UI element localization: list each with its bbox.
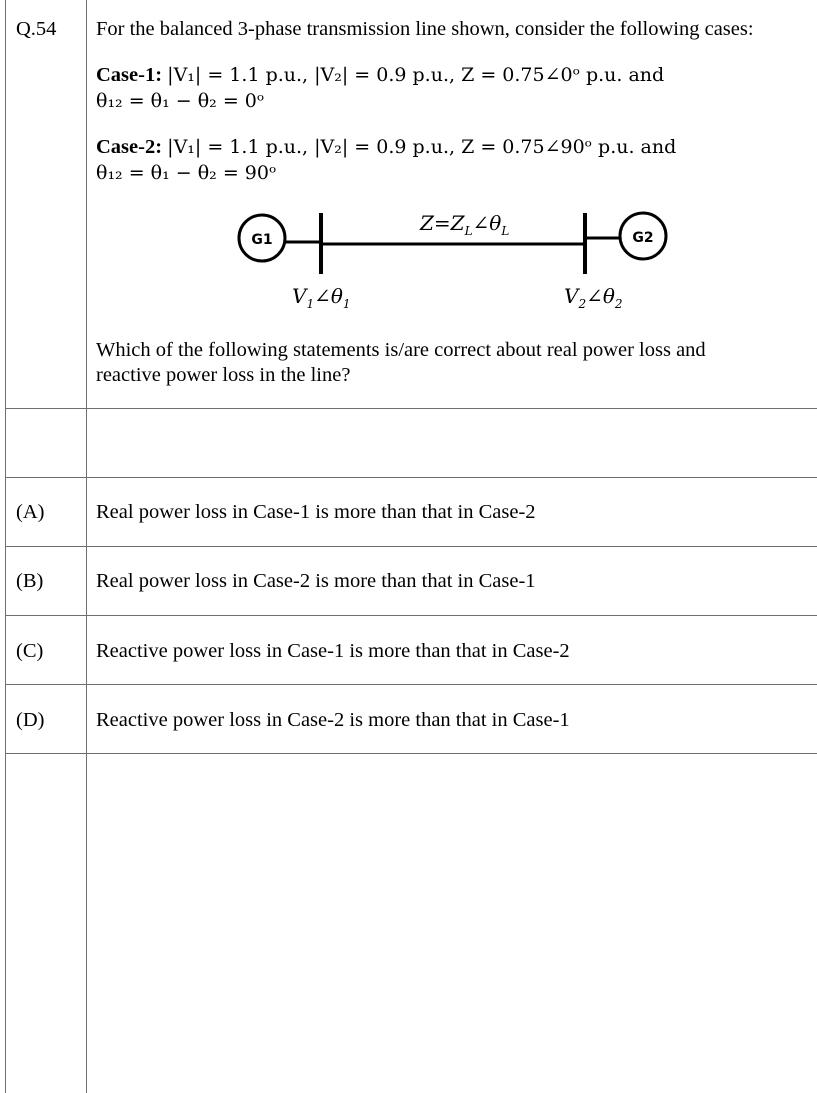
- bus-2-voltage-label: $V_2\angle\theta_2$: [564, 284, 623, 311]
- row-divider: [5, 546, 817, 547]
- impedance-label: $Z=Z_L\angle\theta_L$: [420, 211, 510, 238]
- row-divider: [5, 615, 817, 616]
- option-label: (B): [16, 570, 44, 592]
- row-divider: [5, 684, 817, 685]
- row-divider: [5, 408, 817, 409]
- option-text: Reactive power loss in Case-2 is more than that in Case-1: [96, 709, 570, 731]
- row-divider: [5, 753, 817, 754]
- option-label: (D): [16, 709, 45, 731]
- row-divider: [5, 477, 817, 478]
- question-number: Q.54: [16, 18, 57, 40]
- case-1-label: Case-1:: [96, 64, 163, 86]
- case-2-angle-expression: θ₁₂ = θ₁ − θ₂ = 90ᵒ: [96, 162, 277, 184]
- transmission-line-diagram: [230, 200, 680, 320]
- case-2-line-1: [96, 135, 676, 159]
- question-prompt-line-2: reactive power loss in the line?: [96, 364, 351, 386]
- option-label: (A): [16, 501, 45, 523]
- generator-1-label: G1: [251, 232, 273, 248]
- case-1-angle-expression: θ₁₂ = θ₁ − θ₂ = 0ᵒ: [96, 90, 265, 112]
- option-text: Real power loss in Case-2 is more than that in Case-1: [96, 570, 536, 592]
- case-1-expression: |V₁| = 1.1 p.u., |V₂| = 0.9 p.u., Z = 0.75∠0ᵒ p.u. and: [167, 64, 665, 86]
- generator-2-label: G2: [632, 230, 654, 246]
- option-text: Reactive power loss in Case-1 is more than that in Case-2: [96, 640, 570, 662]
- case-1-line-1: [96, 63, 664, 87]
- question-prompt-line-1: Which of the following statements is/are correct about real power loss and: [96, 339, 706, 361]
- bus-1-voltage-label: $V_1\angle\theta_1$: [292, 284, 351, 311]
- option-label: (C): [16, 640, 44, 662]
- question-stem: For the balanced 3-phase transmission line shown, consider the following cases:: [96, 18, 754, 40]
- case-2-expression: |V₁| = 1.1 p.u., |V₂| = 0.9 p.u., Z = 0.75∠90ᵒ p.u. and: [167, 136, 677, 158]
- case-2-label: Case-2:: [96, 136, 163, 158]
- option-text: Real power loss in Case-1 is more than that in Case-2: [96, 501, 536, 523]
